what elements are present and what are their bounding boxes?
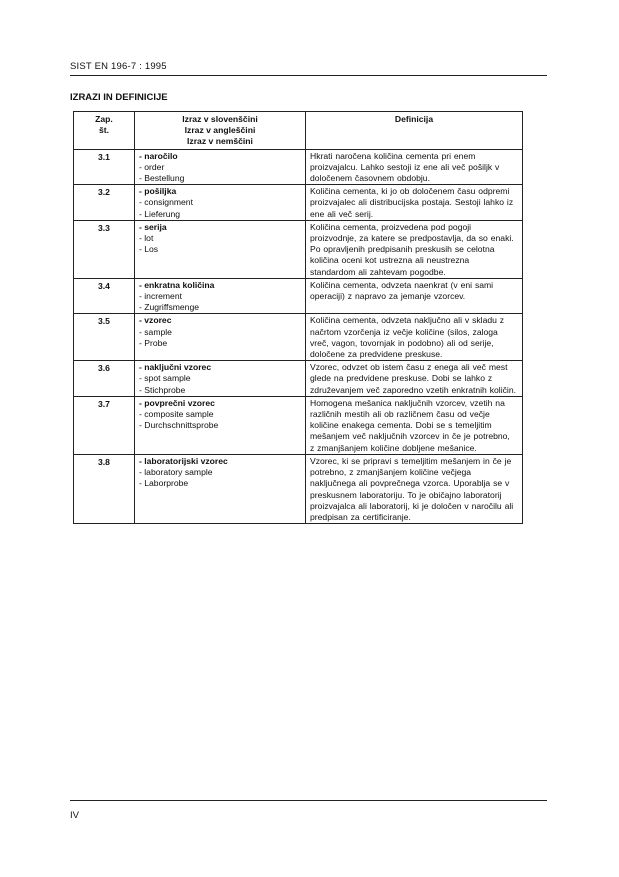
term-german: - Laborprobe bbox=[139, 478, 189, 489]
term-cell bbox=[135, 396, 306, 454]
term-cell bbox=[135, 149, 306, 185]
term-cell bbox=[135, 454, 306, 523]
term-english: - spot sample bbox=[139, 373, 191, 384]
term-german: - Probe bbox=[139, 337, 168, 348]
term-slovenian: - naključni vzorec bbox=[139, 362, 212, 373]
term-english: - order bbox=[139, 161, 165, 172]
definition-cell: Hkrati naročena količina cementa pri enem proizvajalcu. Lahko sestoji iz ene ali več pošiljk v določenem časovnem obdobju. bbox=[306, 149, 523, 185]
term-english: - sample bbox=[139, 326, 172, 337]
row-number: 3.3 bbox=[74, 220, 135, 278]
term-slovenian: - naročilo bbox=[139, 150, 178, 161]
term-english: - consignment bbox=[139, 197, 193, 208]
term-english: - lot bbox=[139, 233, 154, 244]
header-number: Zap. št. bbox=[74, 112, 135, 150]
row-number: 3.8 bbox=[74, 454, 135, 523]
table-row bbox=[74, 361, 523, 397]
definition-cell: Količina cementa, proizvedena pod pogoji proizvodnje, za katere se predpostavlja, da so enaki. Po opravljenih predpisanih preskusih se celotna količina oceni kot ustrezna ali neustrezna standardom ali zahtevam pogodbe. bbox=[306, 220, 523, 278]
footer-rule bbox=[70, 800, 547, 801]
definition-cell: Količina cementa, odvzeta naenkrat (v eni sami operaciji) z napravo za jemanje vzorcev. bbox=[306, 278, 523, 314]
term-cell bbox=[135, 220, 306, 278]
table-row bbox=[74, 396, 523, 454]
term-german: - Durchschnittsprobe bbox=[139, 420, 219, 431]
term-slovenian: - povprečni vzorec bbox=[139, 397, 215, 408]
term-slovenian: - vzorec bbox=[139, 315, 172, 326]
table-row bbox=[74, 220, 523, 278]
header-terms: Izraz v slovenščini Izraz v angleščini Izraz v nemščini bbox=[135, 112, 306, 150]
definition-cell: Količina cementa, ki jo ob določenem času odpremi proizvajalec ali distribucijska postaja. Sestoji lahko iz ene ali več serij. bbox=[306, 185, 523, 221]
term-german: - Zugriffsmenge bbox=[139, 302, 200, 313]
term-german: - Bestellung bbox=[139, 173, 185, 184]
definition-cell: Homogena mešanica naključnih vzorcev, vzetih na različnih mestih ali ob različnem času od večje količine enakega cementa. Dobi se s temeljitim mešanjem več naključnih vzorcev in če je potrebno, z zmanjšanjem količine dobljene mešanice. bbox=[306, 396, 523, 454]
term-slovenian: - laboratorijski vzorec bbox=[139, 455, 228, 466]
header-rule bbox=[70, 75, 547, 76]
row-number: 3.7 bbox=[74, 396, 135, 454]
definition-cell: Vzorec, odvzet ob istem času z enega ali več mest glede na predvidene preskuse. Dobi se lahko z združevanjem več zaporedno vzetih enkratnih količin. bbox=[306, 361, 523, 397]
term-english: - composite sample bbox=[139, 409, 214, 420]
document-id: SIST EN 196-7 : 1995 bbox=[70, 61, 167, 72]
table-header-row bbox=[74, 112, 523, 150]
definitions-table bbox=[73, 111, 523, 524]
term-english: - increment bbox=[139, 291, 182, 302]
table-row bbox=[74, 454, 523, 523]
term-cell bbox=[135, 185, 306, 221]
section-title: IZRAZI IN DEFINICIJE bbox=[70, 92, 168, 103]
term-english: - laboratory sample bbox=[139, 467, 213, 478]
row-number: 3.4 bbox=[74, 278, 135, 314]
row-number: 3.5 bbox=[74, 314, 135, 361]
page-number: IV bbox=[70, 810, 79, 821]
term-german: - Los bbox=[139, 244, 159, 255]
term-cell bbox=[135, 361, 306, 397]
table-row bbox=[74, 278, 523, 314]
term-slovenian: - serija bbox=[139, 221, 167, 232]
row-number: 3.1 bbox=[74, 149, 135, 185]
term-cell bbox=[135, 278, 306, 314]
header-definition: Definicija bbox=[306, 112, 523, 150]
row-number: 3.2 bbox=[74, 185, 135, 221]
table-row bbox=[74, 149, 523, 185]
term-slovenian: - pošiljka bbox=[139, 186, 177, 197]
definition-cell: Količina cementa, odvzeta naključno ali v skladu z načrtom vzorčenja iz večje količine (silos, zaloga vreč, vagon, tovornjak in podobno) ali od serije, določene za predvidene preskuse. bbox=[306, 314, 523, 361]
table-row bbox=[74, 185, 523, 221]
term-slovenian: - enkratna količina bbox=[139, 279, 215, 290]
term-german: - Lieferung bbox=[139, 208, 181, 219]
row-number: 3.6 bbox=[74, 361, 135, 397]
term-german: - Stichprobe bbox=[139, 384, 186, 395]
table-row bbox=[74, 314, 523, 361]
definition-cell: Vzorec, ki se pripravi s temeljitim mešanjem in če je potrebno, z zmanjšanjem količine večjega naključnega ali povprečnega vzorca. Uporablja se v preskusnem laboratoriju. To je običajno laboratorij proizvajalca ali laboratorij, ki je določen v naročilu ali predpisan za certificiranje. bbox=[306, 454, 523, 523]
term-cell bbox=[135, 314, 306, 361]
